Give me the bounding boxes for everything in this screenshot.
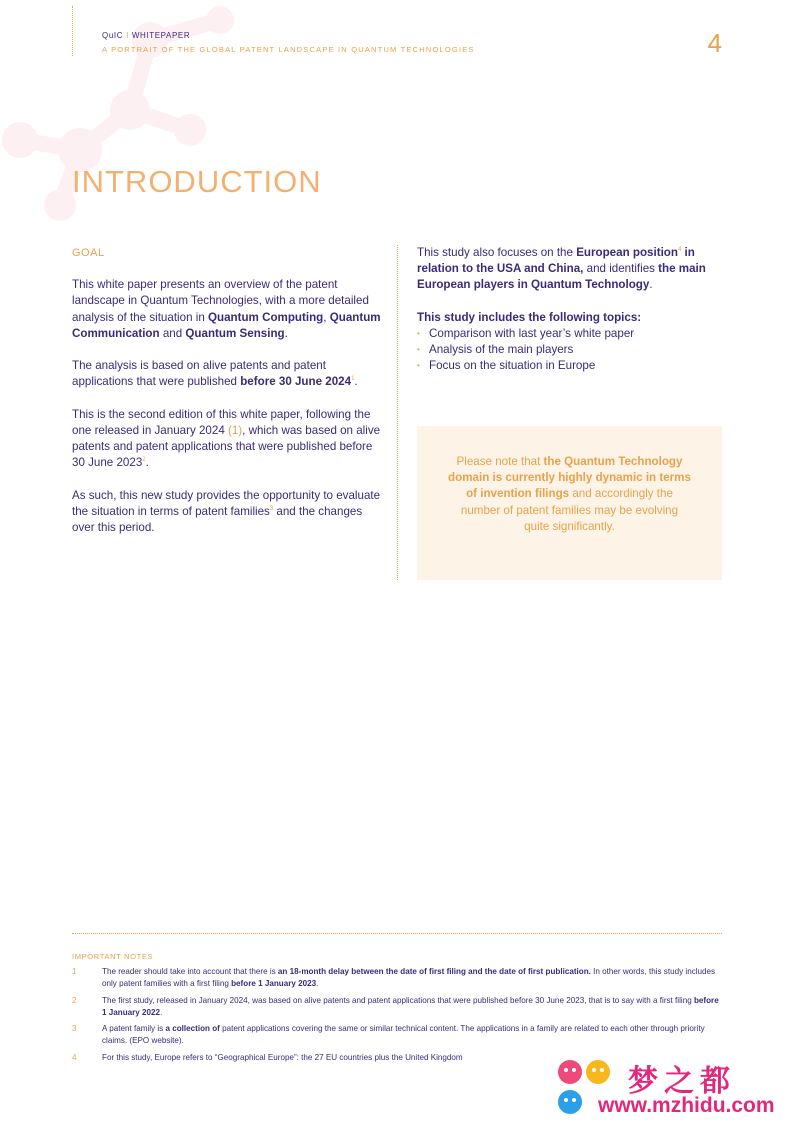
notes-divider [72,933,722,934]
topics-heading: This study includes the following topics: [417,310,642,324]
footnote-text: A patent family is a collection of patent applications covering the same or similar technical content. The applications in a family are related to each other through priority claims. (EPO website). [102,1024,705,1046]
footnote-ref-1: 1 [351,376,355,383]
footnote-text: The first study, released in January 2024, was based on alive patents and patent applications that were published before 30 June 2023, that is to say with a first filing before 1 January 2022. [102,996,719,1018]
footnote-number: 1 [72,967,77,976]
brand-name: QuIC [102,31,124,40]
header-subtitle: A PORTRAIT OF THE GLOBAL PATENT LANDSCAPE IN QUANTUM TECHNOLOGIES [102,45,475,54]
goal-heading: GOAL [72,247,105,259]
right-column [417,245,722,375]
footnote-number: 4 [72,1053,77,1062]
footnote-text: The reader should take into account that there is an 18-month delay between the date of first filing and the date of first publication. In other words, this study includes only patent families with a first filing before 1 January 2023. [102,967,716,989]
footnote-ref-2: 2 [142,457,146,464]
footnote-number: 3 [72,1024,77,1033]
page-number: 4 [707,28,722,58]
analysis-paragraph: The analysis is based on alive patents and patent applications that were published before 30 June 2024$^1$. [72,359,358,389]
watermark-title: 梦之都 [628,1064,736,1099]
topics-list [417,326,722,375]
footnote-ref-3: 3 [269,506,274,512]
list-item: • Analysis of the main players [417,342,722,358]
header-brand [102,31,190,40]
left-column [72,245,382,553]
edition-paragraph: This is the second edition of this white paper, following the one released in January 2024 (1), which was based on alive patents and patent applications that were published before 30 June 2023$^2$. [72,407,381,470]
header-divider [72,6,73,56]
footnote-text: For this study, Europe refers to “Geographical Europe”: the 27 EU countries plus the United Kingdom [102,1053,463,1062]
list-item: • Comparison with last year’s white paper [417,326,722,342]
watermark [556,1056,792,1120]
notice-box [417,426,722,580]
europe-paragraph: This study also focuses on the European position$^4$ in relation to the USA and China, and identifies the main European players in Quantum Technology. [417,246,706,292]
footnote-ref-4: 4 [677,247,682,253]
footnote-number: 2 [72,996,77,1005]
notice-text: Please note that the Quantum Technology domain is currently highly dynamic in terms of invention filings and accordingly the number of patent families may be evolving quite significantly. [448,455,691,533]
watermark-url: www.mzhidu.com [598,1094,775,1117]
reference-link: (1) [227,424,243,437]
column-divider [397,245,398,580]
brand-label: WHITEPAPER [131,31,191,40]
intro-paragraph: This white paper presents an overview of the patent landscape in Quantum Technologies, with a more detailed analysis of the situation in Quantum Computing, Quantum Communication and Quantum Sensing. [72,278,381,340]
opportunity-paragraph: As such, this new study provides the opportunity to evaluate the situation in terms of patent families$^3$ and the changes over this period. [72,488,381,535]
page-title: INTRODUCTION [72,164,322,199]
brand-separator: I [126,31,129,40]
list-item: • Focus on the situation in Europe [417,358,722,374]
notes-heading: IMPORTANT NOTES [72,952,154,961]
